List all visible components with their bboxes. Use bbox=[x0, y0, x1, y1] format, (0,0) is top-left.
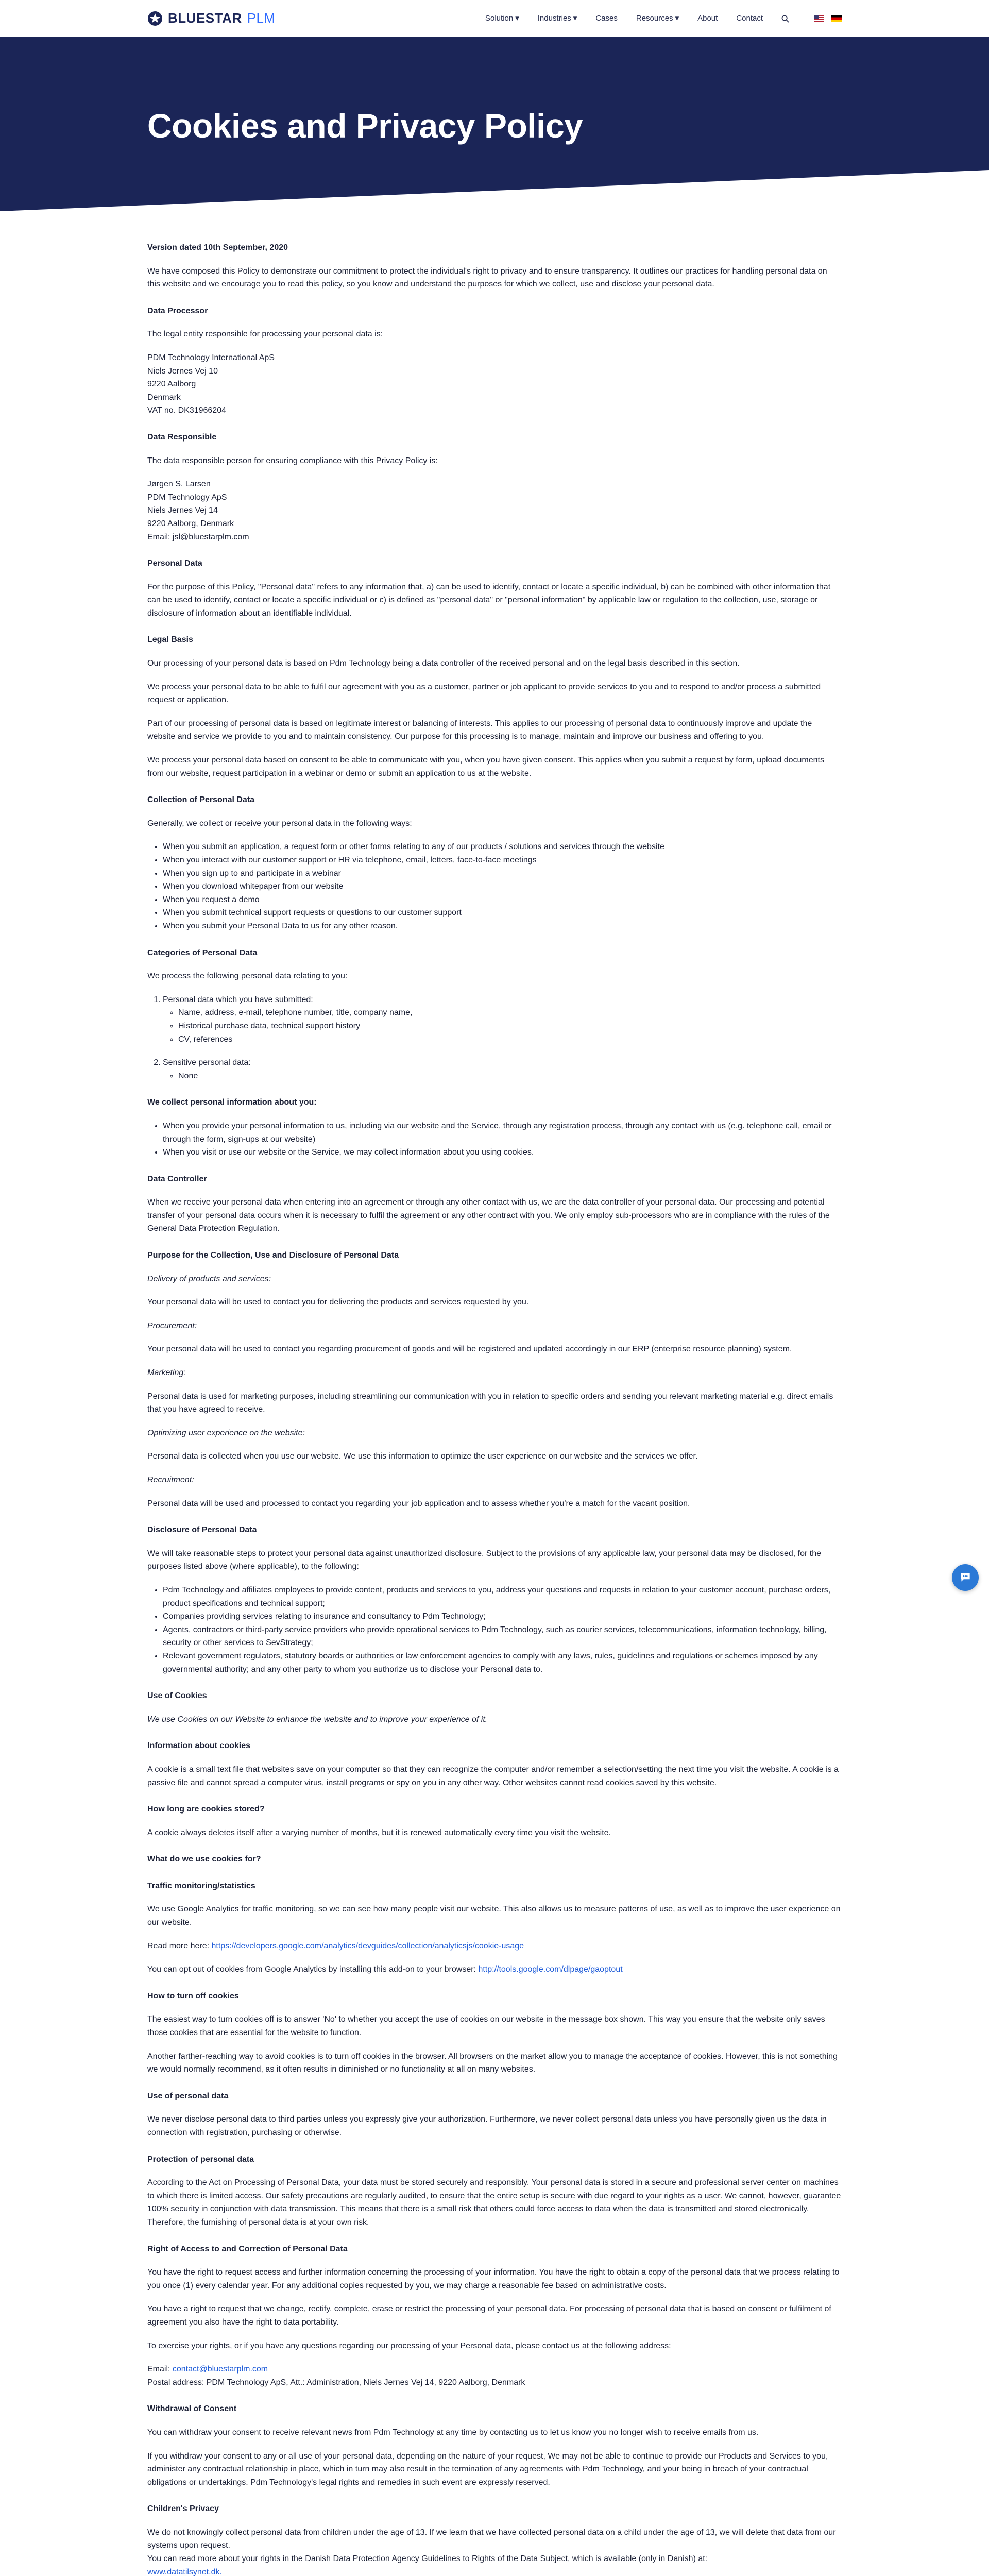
list-item: • Companies providing services relating to insurance and consultancy to Pdm Technology; bbox=[163, 1610, 842, 1623]
section-heading: Use of personal data bbox=[147, 2091, 229, 2100]
nav-item-contact[interactable] bbox=[736, 12, 763, 25]
category-label: Personal data which you have submitted: bbox=[163, 995, 313, 1004]
datatilsynet-link[interactable]: www.datatilsynet.dk. bbox=[147, 2567, 222, 2576]
list-item: ◦ Historical purchase data, technical support history bbox=[178, 1020, 842, 1033]
section-text: You can withdraw your consent to receive relevant news from Pdm Technology at any time by contacting us to let us know you no longer wish to receive emails from us. bbox=[147, 2428, 759, 2437]
policy-content bbox=[147, 211, 842, 2576]
brand-suffix: PLM bbox=[247, 10, 276, 26]
processor-address bbox=[147, 351, 842, 417]
list-item: • When you interact with our customer support or HR via telephone, email, letters, face-to-face meetings bbox=[163, 854, 842, 867]
section-heading: Personal Data bbox=[147, 559, 202, 568]
opt-out-link[interactable]: http://tools.google.com/dlpage/gaoptout bbox=[478, 1965, 623, 1974]
categories-list bbox=[163, 993, 842, 1083]
purpose-heading: Procurement: bbox=[147, 1321, 197, 1330]
policy-intro: We have composed this Policy to demonstrate our commitment to protect the individual's right to privacy and to ensure transparency. It outlines our practices for handling personal data on this website and we encourage you to read this policy, so you know and understand the purposes for which we collect, use and disclose your personal data. bbox=[147, 266, 827, 289]
address-line: 9220 Aalborg, Denmark bbox=[147, 519, 234, 528]
brand-name: BLUESTAR bbox=[168, 10, 242, 26]
list-item bbox=[163, 993, 842, 1046]
chat-icon bbox=[959, 1571, 972, 1584]
nav-label: About bbox=[697, 14, 718, 23]
nav-item-solution[interactable] bbox=[485, 12, 519, 25]
nav-links bbox=[485, 12, 789, 25]
de-flag-icon[interactable] bbox=[831, 15, 842, 22]
section-text: You have a right to request that we change, rectify, complete, erase or restrict the processing of your personal data. For processing of personal data that is based on consent or fulfilment of agreement you also have the right to data portability. bbox=[147, 2304, 831, 2327]
list-item: ◦ Name, address, e-mail, telephone number, title, company name, bbox=[178, 1006, 842, 1020]
about-list bbox=[163, 1120, 842, 1159]
section-heading: Data Processor bbox=[147, 306, 208, 315]
section-heading: How long are cookies stored? bbox=[147, 1805, 265, 1814]
section-text: A cookie always deletes itself after a varying number of months, but it is renewed automatically every time you visit the website. bbox=[147, 1828, 611, 1837]
address-line: Niels Jernes Vej 14 bbox=[147, 506, 218, 515]
section-text: For the purpose of this Policy, "Personal data" refers to any information that, a) can be used to identify, contact or locate a specific individual, b) can be combined with other information that can be used to identify, contact or locate a specific individual or c) is defined as "personal data" or "personal information" by applicable law or regulation to the collection, use, storage or disclosure of information about an identifiable individual. bbox=[147, 582, 831, 618]
nav-item-about[interactable] bbox=[697, 12, 718, 25]
language-switcher bbox=[814, 15, 842, 22]
list-item: • When you sign up to and participate in a webinar bbox=[163, 867, 842, 880]
section-heading: Withdrawal of Consent bbox=[147, 2404, 237, 2414]
section-text: We do not knowingly collect personal data from children under the age of 13. If we learn that we have collected personal data on a child under the age of 13, we will delete that data from our systems upon request. bbox=[147, 2528, 836, 2550]
address-line: VAT no. DK31966204 bbox=[147, 406, 226, 415]
postal-line: Postal address: PDM Technology ApS, Att.: Administration, Niels Jernes Vej 14, 9220 Aalborg, Denmark bbox=[147, 2378, 525, 2387]
section-text: Your personal data will be used to contact you regarding procurement of goods and will be registered and updated accordingly in our ERP (enterprise resource planning) system. bbox=[147, 1345, 792, 1354]
address-line: Email: jsl@bluestarplm.com bbox=[147, 532, 249, 541]
section-text: We process your personal data to be able to fulfil our agreement with you as a customer, partner or job applicant to provide services to you and to respond to and/or process a submitted request or application. bbox=[147, 682, 821, 705]
section-text: If you withdraw your consent to any or all use of your personal data, depending on the nature of your request, We may not be able to continue to provide our Products and Services to you, administer any contractual relationship in place, which in turn may also result in the termination of any agreements with Pdm Technology, and your being in breach of your contractual obligations or undertakings. Pdm Technology's legal rights and remedies in such event are expressly reserved. bbox=[147, 2451, 828, 2487]
section-heading: Purpose for the Collection, Use and Disclosure of Personal Data bbox=[147, 1251, 399, 1260]
contact-address bbox=[147, 2363, 842, 2389]
section-text: According to the Act on Processing of Personal Data, your data must be stored securely and responsibly. Your personal data is stored in a secure and professional server center on machines to which there is limited access. Our safety precautions are regularly audited, to ensure that the entire setup is secure with due regard to your rights as a user. We cannot, however, guarantee 100% security in conjunction with data transmission. This means that there is a small risk that others could force access to data when the data is transmitted and stored electronically. Therefore, the furnishing of personal data is at your own risk. bbox=[147, 2178, 841, 2227]
address-line: Jørgen S. Larsen bbox=[147, 480, 211, 489]
section-heading: Data Responsible bbox=[147, 432, 217, 442]
section-text: You have the right to request access and further information concerning the processing of your information. You have the right to obtain a copy of the personal data that we process relating to you once (1) every calendar year. For any additional copies requested by you, we may charge a reasonable fee based on administrative costs. bbox=[147, 2268, 840, 2290]
read-more bbox=[147, 1940, 842, 1953]
section-text: When we receive your personal data when entering into an agreement or through any other contact with us, we are the data controller of your personal data. Our processing and potential transfer of your personal data occurs when it is necessary to fulfil the agreement or any other contract with you. We only employ sub-processors who are in compliance with the rules of the General Data Protection Regulation. bbox=[147, 1198, 830, 1233]
section-heading: Traffic monitoring/statistics bbox=[147, 1881, 255, 1890]
section-text: The data responsible person for ensuring compliance with this Privacy Policy is: bbox=[147, 456, 438, 465]
sub-list bbox=[178, 1006, 842, 1046]
section-text: We process the following personal data relating to you: bbox=[147, 972, 348, 981]
address-line: PDM Technology International ApS bbox=[147, 353, 275, 362]
section-heading: Right of Access to and Correction of Personal Data bbox=[147, 2244, 348, 2253]
section-text: Part of our processing of personal data is based on legitimate interest or balancing of interests. This applies to our processing of personal data to continuously improve and update the website and service we provide to you and to maintain consistency. Our purpose for this processing is to manage, maintain and improve our business and offering to you. bbox=[147, 719, 812, 741]
section-text: Our processing of your personal data is based on Pdm Technology being a data controller of the received personal and on the legal basis described in this section. bbox=[147, 659, 740, 668]
section-heading: Information about cookies bbox=[147, 1741, 251, 1751]
purpose-heading: Delivery of products and services: bbox=[147, 1274, 271, 1283]
section-text: The easiest way to turn cookies off is to answer 'No' to whether you accept the use of cookies on our website in the message box shown. This way you ensure that the website only saves those cookies that are essential for the website to function. bbox=[147, 2015, 825, 2038]
list-item: • Pdm Technology and affiliates employees to provide content, products and services to you, address your questions and requests in relation to your customer account, purchase orders, product specifications and technical support; bbox=[163, 1584, 842, 1610]
list-item: • When you submit your Personal Data to us for any other reason. bbox=[163, 920, 842, 933]
category-label: Sensitive personal data: bbox=[163, 1058, 251, 1067]
address-line: PDM Technology ApS bbox=[147, 493, 227, 502]
nav-label: Solution bbox=[485, 14, 514, 23]
top-navigation bbox=[0, 0, 989, 37]
opt-out bbox=[147, 1963, 842, 1976]
list-item: • Agents, contractors or third-party service providers who provide operational services to Pdm Technology, such as courier services, telecommunications, information technology, billing, security or other services to SevStrategy; bbox=[163, 1623, 842, 1650]
nav-item-resources[interactable] bbox=[636, 12, 679, 25]
section-text: Your personal data will be used to contact you for delivering the products and services requested by you. bbox=[147, 1298, 529, 1307]
policy-version: Version dated 10th September, 2020 bbox=[147, 243, 288, 252]
list-item: • When you request a demo bbox=[163, 893, 842, 907]
responsible-address bbox=[147, 478, 842, 544]
purpose-heading: Optimizing user experience on the website: bbox=[147, 1428, 305, 1437]
section-text: Personal data will be used and processed to contact you regarding your job application and to assess whether you're a match for the vacant position. bbox=[147, 1499, 690, 1508]
section-heading: Data Controller bbox=[147, 1174, 207, 1183]
email-line bbox=[147, 2363, 842, 2376]
section-heading: Children's Privacy bbox=[147, 2504, 219, 2514]
section-text: We never disclose personal data to third parties unless you expressly give your authorization. Furthermore, we never collect personal data unless you have personally given us the data in connection with registration, purchasing or otherwise. bbox=[147, 2115, 827, 2137]
section-text: Generally, we collect or receive your personal data in the following ways: bbox=[147, 819, 412, 828]
section-text: We use Cookies on our Website to enhance the website and to improve your experience of it. bbox=[147, 1715, 488, 1724]
purpose-heading: Recruitment: bbox=[147, 1476, 194, 1484]
section-heading: We collect personal information about you: bbox=[147, 1098, 317, 1107]
us-flag-icon[interactable] bbox=[814, 15, 824, 22]
collection-list bbox=[163, 840, 842, 933]
section-text: A cookie is a small text file that websites save on your computer so that they can recognize the computer and/or remember a selection/setting the next time you visit the website. A cookie is a passive file and cannot spread a computer virus, install programs or spy on you in any other way. Other websites cannot read cookies saved by this website. bbox=[147, 1765, 839, 1787]
email-label: Email: bbox=[147, 2365, 170, 2374]
list-item: • When you provide your personal information to us, including via our website and the Service, through any registration process, through any contact with us (e.g. telephone call, email or through the form, sign-ups at our website) bbox=[163, 1120, 842, 1146]
sub-list bbox=[178, 1070, 842, 1083]
disclosure-list bbox=[163, 1584, 842, 1676]
brand-logo[interactable] bbox=[147, 8, 276, 29]
address-line: 9220 Aalborg bbox=[147, 380, 196, 389]
section-text: We process your personal data based on consent to be able to communicate with you, when you have given consent. This applies when you submit a request by form, upload documents from our website, request participation in a webinar or demo or submit an application to us at the website. bbox=[147, 756, 824, 778]
contact-email-link[interactable]: contact@bluestarplm.com bbox=[172, 2365, 268, 2374]
chevron-down-icon: ▾ bbox=[675, 14, 679, 23]
section-text: The legal entity responsible for processing your personal data is: bbox=[147, 330, 383, 339]
nav-label: Cases bbox=[595, 14, 618, 23]
nav-label: Industries bbox=[537, 14, 571, 23]
section-text: You can read more about your rights in the Danish Data Protection Agency Guidelines to Rights of the Data Subject, which is available (only in Danish) at: bbox=[147, 2554, 708, 2564]
analytics-cookie-link[interactable]: https://developers.google.com/analytics/devguides/collection/analyticsjs/cookie-usage bbox=[211, 1941, 524, 1951]
list-item: ◦ CV, references bbox=[178, 1033, 842, 1046]
section-heading: How to turn off cookies bbox=[147, 1991, 239, 2001]
chat-button[interactable] bbox=[952, 1564, 979, 1591]
section-heading: Legal Basis bbox=[147, 635, 193, 645]
section-text: We will take reasonable steps to protect your personal data against unauthorized disclosure. Subject to the provisions of any applicable law, your personal data may be disclosed, for the purposes listed above (where applicable), to the following: bbox=[147, 1549, 822, 1571]
read-more-label: Read more here: bbox=[147, 1941, 210, 1951]
list-item: • When you submit an application, a request form or other forms relating to any of our products / solutions and services through the website bbox=[163, 840, 842, 854]
chevron-down-icon: ▾ bbox=[515, 14, 519, 23]
section-text: We use Google Analytics for traffic monitoring, so we can see how many people visit our website. This also allows us to measure patterns of use, as well as to improve the user experience on our website. bbox=[147, 1905, 841, 1927]
list-item: ◦ None bbox=[178, 1070, 842, 1083]
section-heading: Protection of personal data bbox=[147, 2155, 254, 2164]
list-item: • Relevant government regulators, statutory boards or authorities or law enforcement agencies to comply with any laws, rules, guidelines and regulations or schemes imposed by any governmental authority; and any other party to whom you authorize us to disclose your Personal data to. bbox=[163, 1650, 842, 1676]
section-text: To exercise your rights, or if you have any questions regarding our processing of your Personal data, please contact us at the following address: bbox=[147, 2341, 671, 2350]
nav-item-industries[interactable] bbox=[538, 12, 577, 25]
search-icon[interactable] bbox=[781, 12, 789, 25]
opt-out-label: You can opt out of cookies from Google Analytics by installing this add-on to your browser: bbox=[147, 1965, 476, 1974]
chevron-down-icon: ▾ bbox=[573, 14, 577, 23]
nav-label: Resources bbox=[636, 14, 673, 23]
list-item: • When you submit technical support requests or questions to our customer support bbox=[163, 906, 842, 920]
section-heading: What do we use cookies for? bbox=[147, 1855, 261, 1864]
section-heading: Use of Cookies bbox=[147, 1691, 207, 1701]
section-text: Personal data is used for marketing purposes, including streamlining our communication with you in relation to specific orders and sending you relevant marketing material e.g. direct emails that you have agreed to receive. bbox=[147, 1392, 833, 1414]
hero-banner bbox=[0, 37, 989, 211]
section-heading: Categories of Personal Data bbox=[147, 948, 258, 957]
section-text: Another farther-reaching way to avoid cookies is to turn off cookies in the browser. All browsers on the market allow you to manage the acceptance of cookies. However, this is not something we would normally recommend, as it often results in diminished or no functionality at all on many websites. bbox=[147, 2052, 838, 2074]
list-item: • When you download whitepaper from our website bbox=[163, 880, 842, 893]
star-logo-icon bbox=[147, 11, 163, 26]
address-line: Denmark bbox=[147, 393, 181, 402]
section-text: Personal data is collected when you use our website. We use this information to optimize the user experience on our website and the services we offer. bbox=[147, 1452, 698, 1461]
page-title: Cookies and Privacy Policy bbox=[147, 107, 583, 145]
children-text bbox=[147, 2526, 842, 2576]
list-item bbox=[163, 1056, 842, 1082]
list-item: • When you visit or use our website or the Service, we may collect information about you using cookies. bbox=[163, 1146, 842, 1159]
section-heading: Disclosure of Personal Data bbox=[147, 1526, 257, 1535]
nav-item-cases[interactable] bbox=[595, 12, 618, 25]
address-line: Niels Jernes Vej 10 bbox=[147, 366, 218, 376]
purpose-heading: Marketing: bbox=[147, 1368, 186, 1378]
nav-label: Contact bbox=[736, 14, 763, 23]
section-heading: Collection of Personal Data bbox=[147, 795, 255, 805]
